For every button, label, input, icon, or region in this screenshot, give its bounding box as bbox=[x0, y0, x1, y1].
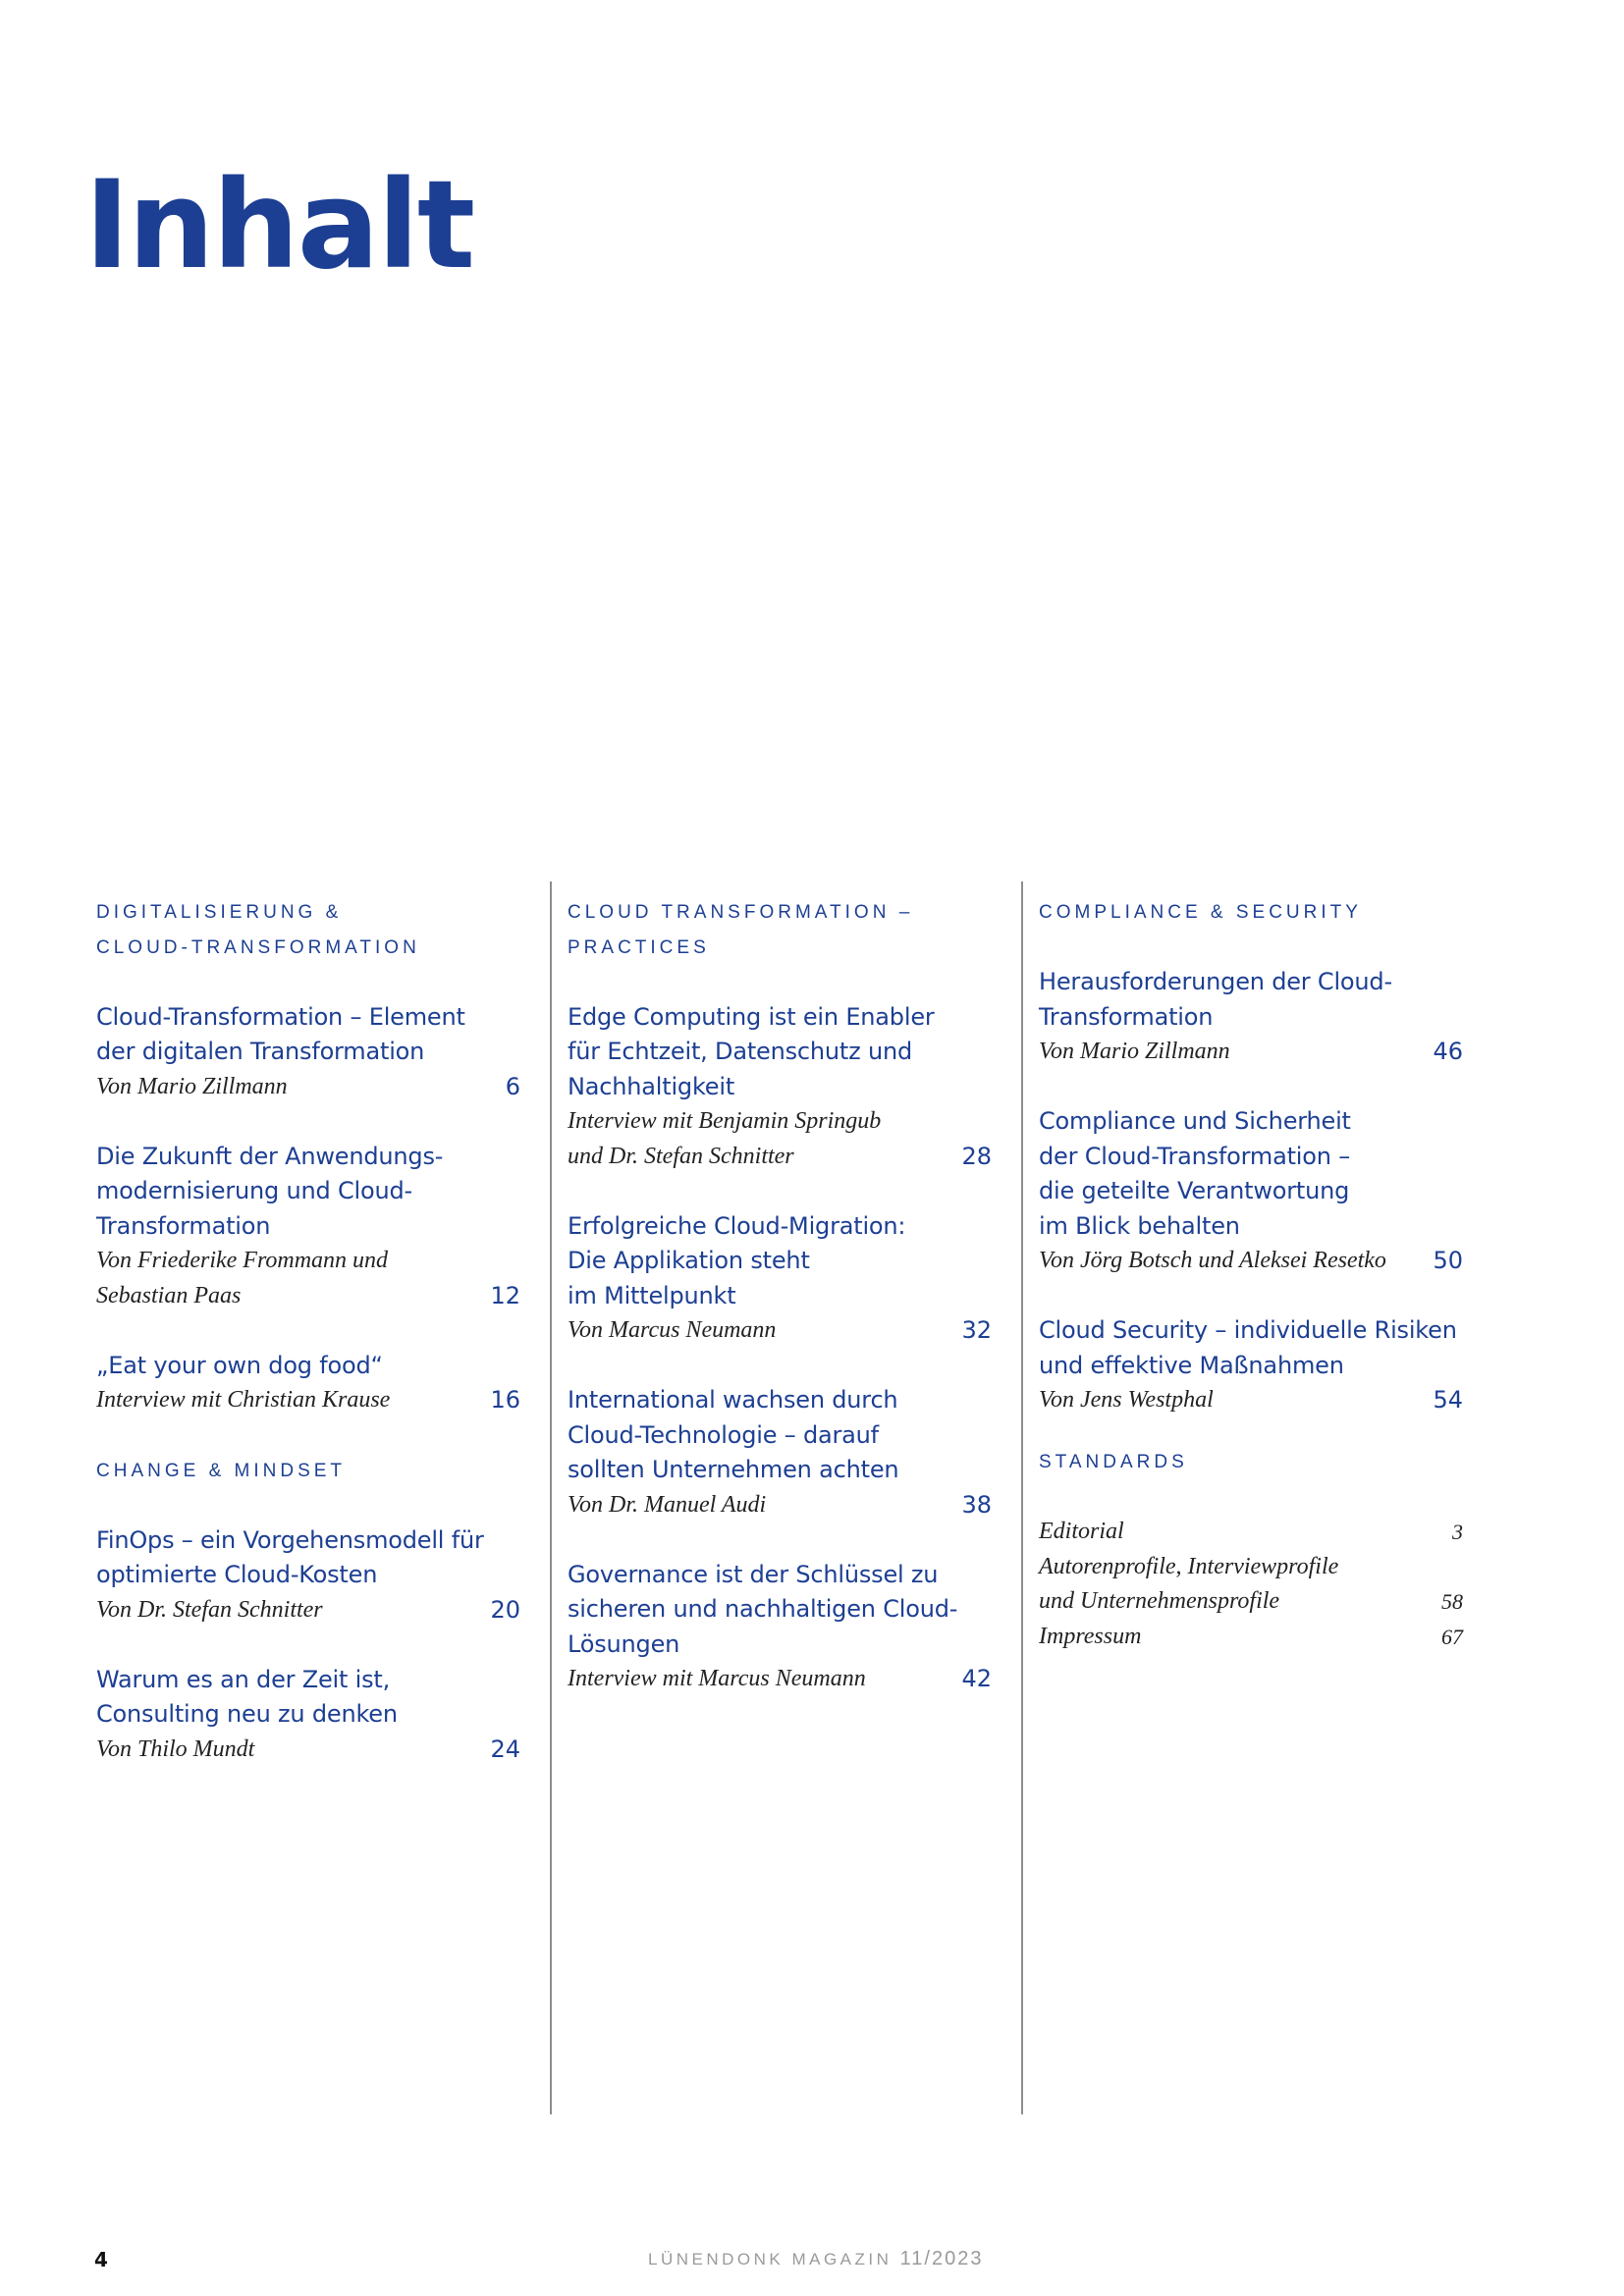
entry-author: Von Thilo Mundt bbox=[96, 1735, 255, 1762]
footer-magazine bbox=[648, 2248, 983, 2270]
toc-entry[interactable] bbox=[96, 1523, 520, 1629]
entry-title[interactable]: Warum es an der Zeit ist, Consulting neu zu denken bbox=[96, 1665, 398, 1728]
entry-author: Von Mario Zillmann bbox=[96, 1073, 288, 1099]
section-spacer bbox=[568, 965, 992, 1000]
standards-page-number[interactable]: 67 bbox=[1441, 1624, 1463, 1649]
entry-page-number[interactable]: 28 bbox=[961, 1142, 992, 1170]
section-heading-standards: STANDARDS bbox=[1039, 1452, 1188, 1472]
entry-title[interactable]: International wachsen durch Cloud-Technologie – darauf sollten Unternehmen achten bbox=[568, 1386, 899, 1483]
standards-page-number[interactable]: 3 bbox=[1452, 1520, 1463, 1544]
entry-meta bbox=[568, 1488, 992, 1523]
footer-page-number: 4 bbox=[94, 2248, 108, 2271]
entry-meta bbox=[96, 1070, 520, 1105]
entry-title[interactable]: FinOps – ein Vorgehensmodell für optimierte Cloud-Kosten bbox=[96, 1525, 484, 1588]
section-heading: DIGITALISIERUNG & CLOUD-TRANSFORMATION bbox=[96, 902, 420, 958]
entry-meta bbox=[96, 1593, 520, 1629]
section-spacer bbox=[1039, 931, 1463, 966]
standards-label[interactable]: Autorenprofile, Interviewprofile und Unternehmensprofile bbox=[1039, 1553, 1339, 1614]
section-heading: CLOUD TRANSFORMATION – PRACTICES bbox=[568, 902, 914, 958]
entry-author: Interview mit Christian Krause bbox=[96, 1387, 391, 1413]
entry-meta bbox=[96, 1733, 520, 1768]
toc-entry[interactable] bbox=[1039, 965, 1463, 1070]
entry-title[interactable]: Cloud-Transformation – Element der digitalen Transformation bbox=[96, 1002, 465, 1065]
standards-label[interactable]: Editorial bbox=[1039, 1519, 1124, 1544]
entry-author: Von Jens Westphal bbox=[1039, 1387, 1214, 1413]
entry-page-number[interactable]: 12 bbox=[490, 1281, 520, 1309]
entry-page-number[interactable]: 54 bbox=[1433, 1386, 1463, 1414]
toc-entry[interactable] bbox=[96, 1349, 520, 1418]
toc-entry[interactable] bbox=[96, 1140, 520, 1314]
entry-author: Von Jörg Botsch und Aleksei Resetko bbox=[1039, 1248, 1386, 1273]
entry-title[interactable]: Cloud Security – individuelle Risiken und effektive Maßnahmen bbox=[1039, 1316, 1457, 1379]
entry-author: Von Dr. Stefan Schnitter bbox=[96, 1596, 323, 1623]
entry-page-number[interactable]: 20 bbox=[490, 1595, 520, 1624]
section-heading: CHANGE & MINDSET bbox=[96, 1460, 347, 1481]
entry-author: Interview mit Benjamin Springub und Dr. Stefan Schnitter bbox=[568, 1108, 882, 1169]
entry-page-number[interactable]: 24 bbox=[490, 1735, 520, 1763]
entry-title[interactable]: Erfolgreiche Cloud-Migration: Die Applikation steht im Mittelpunkt bbox=[568, 1211, 906, 1309]
entry-title[interactable]: „Eat your own dog food“ bbox=[96, 1351, 383, 1379]
standards-label[interactable]: Impressum bbox=[1039, 1623, 1142, 1649]
toc-entry[interactable] bbox=[96, 1663, 520, 1768]
entry-meta bbox=[1039, 1244, 1463, 1279]
entry-meta bbox=[1039, 1383, 1463, 1418]
toc-entry[interactable] bbox=[568, 1383, 992, 1522]
toc-entry[interactable] bbox=[568, 1000, 992, 1175]
entry-page-number[interactable]: 46 bbox=[1433, 1038, 1463, 1065]
entry-page-number[interactable]: 6 bbox=[505, 1072, 520, 1100]
entry-title[interactable]: Herausforderungen der Cloud- Transformation bbox=[1039, 968, 1392, 1031]
column-divider bbox=[1021, 881, 1023, 2114]
section-heading: COMPLIANCE & SECURITY bbox=[1039, 902, 1362, 923]
entry-page-number[interactable]: 42 bbox=[961, 1665, 992, 1692]
section-spacer bbox=[96, 965, 520, 1000]
toc-entry[interactable] bbox=[96, 1000, 520, 1105]
entry-author: Interview mit Marcus Neumann bbox=[568, 1666, 866, 1691]
entry-author: Von Dr. Manuel Audi bbox=[568, 1491, 767, 1518]
footer-magazine-name: LÜNENDONK MAGAZIN bbox=[648, 2250, 893, 2269]
standards-item[interactable] bbox=[1039, 1515, 1463, 1550]
entry-title[interactable]: Compliance und Sicherheit der Cloud-Transformation – die geteilte Verantwortung im Blick behalten bbox=[1039, 1107, 1351, 1240]
entry-page-number[interactable]: 50 bbox=[1433, 1247, 1463, 1274]
toc-entry[interactable] bbox=[1039, 1313, 1463, 1418]
entry-author: Von Friederike Frommann und Sebastian Paas bbox=[96, 1248, 389, 1308]
entry-meta bbox=[568, 1104, 992, 1174]
standards-item[interactable] bbox=[1039, 1620, 1463, 1655]
toc-column-3 bbox=[1039, 895, 1463, 1654]
page-title: Inhalt bbox=[84, 155, 474, 296]
standards-list bbox=[1039, 1515, 1463, 1654]
toc-column-2 bbox=[568, 895, 992, 1732]
entry-meta bbox=[96, 1244, 520, 1313]
entry-title[interactable]: Edge Computing ist ein Enabler für Echtzeit, Datenschutz und Nachhaltigkeit bbox=[568, 1002, 935, 1100]
entry-meta bbox=[568, 1313, 992, 1349]
section-spacer bbox=[96, 1488, 520, 1523]
entry-author: Von Marcus Neumann bbox=[568, 1317, 777, 1343]
entry-title[interactable]: Governance ist der Schlüssel zu sicheren und nachhaltigen Cloud- Lösungen bbox=[568, 1560, 958, 1658]
entry-meta bbox=[568, 1662, 992, 1697]
entry-author: Von Mario Zillmann bbox=[1039, 1039, 1230, 1064]
standards-item[interactable] bbox=[1039, 1550, 1463, 1620]
footer-issue: 11/2023 bbox=[899, 2248, 984, 2269]
column-divider bbox=[550, 881, 552, 2114]
toc-column-1 bbox=[96, 895, 520, 1802]
toc-entry[interactable] bbox=[1039, 1104, 1463, 1279]
entry-meta bbox=[96, 1383, 520, 1418]
entry-title[interactable]: Die Zukunft der Anwendungs- modernisierung und Cloud- Transformation bbox=[96, 1142, 444, 1240]
standards-page-number[interactable]: 58 bbox=[1441, 1589, 1463, 1614]
section-spacer bbox=[1039, 1480, 1463, 1516]
entry-page-number[interactable]: 32 bbox=[961, 1316, 992, 1344]
entry-page-number[interactable]: 38 bbox=[961, 1490, 992, 1519]
toc-entry[interactable] bbox=[568, 1558, 992, 1697]
toc-entry[interactable] bbox=[568, 1209, 992, 1349]
entry-page-number[interactable]: 16 bbox=[490, 1386, 520, 1414]
entry-meta bbox=[1039, 1035, 1463, 1070]
